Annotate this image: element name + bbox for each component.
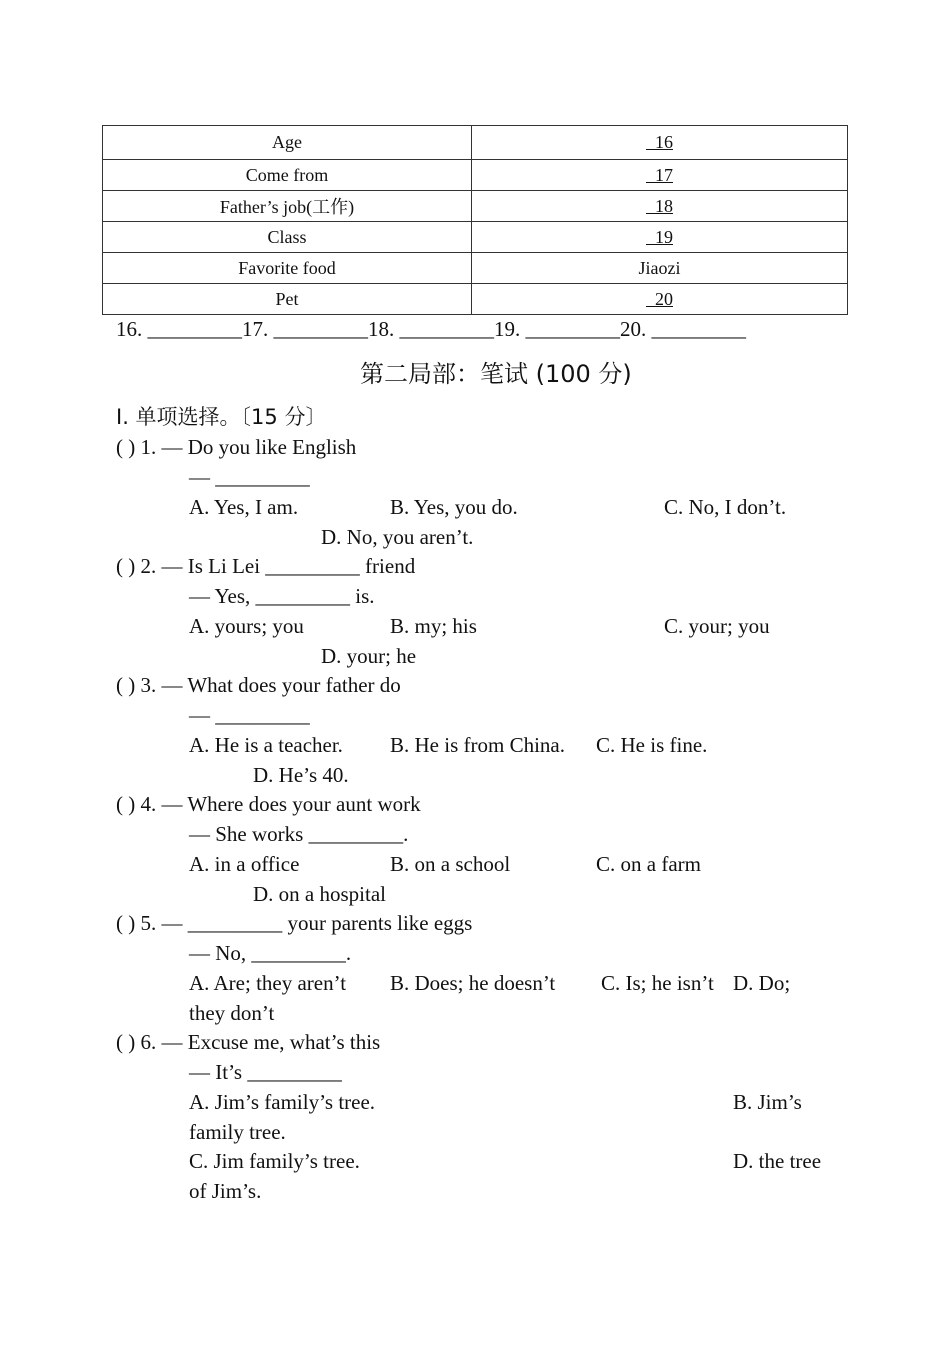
option-d: D. Do; bbox=[733, 971, 791, 995]
option-a: A. He is a teacher. bbox=[189, 733, 343, 757]
option-c: C. No, I don’t. bbox=[664, 495, 787, 519]
section-title: 第二局部：笔试 (100 分) bbox=[360, 360, 632, 388]
option-b: B. my; his bbox=[390, 614, 477, 638]
table-row bbox=[103, 126, 848, 160]
option-c: C. Jim family’s tree. bbox=[189, 1149, 360, 1173]
option-b: B. He is from China. bbox=[390, 733, 565, 757]
table-value: Jiaozi bbox=[472, 253, 848, 284]
option-b: B. Does; he doesn’t bbox=[390, 971, 556, 995]
table-label: Favorite food bbox=[103, 253, 472, 284]
blank-18: 18 bbox=[646, 195, 673, 216]
part-heading: Ⅰ. 单项选择。〔15 分〕 bbox=[116, 405, 327, 429]
answer-blanks: 16. _________17. _________18. _________19. _________20. _________ bbox=[116, 317, 746, 341]
option-c: C. your; you bbox=[664, 614, 770, 638]
option-a: A. in a office bbox=[189, 852, 300, 876]
option-c: C. Is; he isn’t bbox=[601, 971, 714, 995]
table-value bbox=[472, 222, 848, 253]
table-label: Father’s job(工作) bbox=[103, 191, 472, 222]
table-label: Age bbox=[103, 126, 472, 160]
question-answer-line: — No, _________. bbox=[189, 941, 352, 965]
question-stem: ( ) 6. — Excuse me, what’s this bbox=[116, 1030, 381, 1054]
question-answer-line: — It’s _________ bbox=[189, 1060, 342, 1084]
option-d: D. on a hospital bbox=[253, 882, 386, 906]
table-row bbox=[103, 222, 848, 253]
table-row bbox=[103, 160, 848, 191]
question-stem: ( ) 5. — _________ your parents like eggs bbox=[116, 911, 473, 935]
question-answer-line: — She works _________. bbox=[189, 822, 409, 846]
info-table bbox=[102, 125, 848, 315]
question-answer-line: — _________ bbox=[189, 465, 310, 489]
table-label: Come from bbox=[103, 160, 472, 191]
question-answer-line: — _________ bbox=[189, 703, 310, 727]
table-row bbox=[103, 191, 848, 222]
option-b-continued: family tree. bbox=[189, 1120, 286, 1144]
option-d-continued: they don’t bbox=[189, 1001, 275, 1025]
option-d: D. the tree bbox=[733, 1149, 822, 1173]
option-c: C. on a farm bbox=[596, 852, 701, 876]
table-row bbox=[103, 284, 848, 315]
option-a: A. Are; they aren’t bbox=[189, 971, 347, 995]
table-label: Class bbox=[103, 222, 472, 253]
option-b: B. Yes, you do. bbox=[390, 495, 518, 519]
option-a: A. Jim’s family’s tree. bbox=[189, 1090, 376, 1114]
table-value bbox=[472, 284, 848, 315]
option-a: A. yours; you bbox=[189, 614, 304, 638]
table-value bbox=[472, 126, 848, 160]
table-row bbox=[103, 253, 848, 284]
option-c: C. He is fine. bbox=[596, 733, 708, 757]
blank-19: 19 bbox=[646, 226, 673, 247]
blank-16: 16 bbox=[646, 132, 673, 152]
blank-20: 20 bbox=[646, 288, 673, 309]
question-stem: ( ) 3. — What does your father do bbox=[116, 673, 401, 697]
option-d: D. your; he bbox=[321, 644, 417, 668]
question-stem: ( ) 4. — Where does your aunt work bbox=[116, 792, 421, 816]
table-value bbox=[472, 160, 848, 191]
option-a: A. Yes, I am. bbox=[189, 495, 299, 519]
option-d-continued: of Jim’s. bbox=[189, 1179, 262, 1203]
option-d: D. No, you aren’t. bbox=[321, 525, 474, 549]
question-stem: ( ) 2. — Is Li Lei _________ friend bbox=[116, 554, 416, 578]
question-answer-line: — Yes, _________ is. bbox=[189, 584, 375, 608]
option-b: B. on a school bbox=[390, 852, 511, 876]
option-d: D. He’s 40. bbox=[253, 763, 349, 787]
question-stem: ( ) 1. — Do you like English bbox=[116, 435, 357, 459]
option-b: B. Jim’s bbox=[733, 1090, 802, 1114]
table-label: Pet bbox=[103, 284, 472, 315]
table-value bbox=[472, 191, 848, 222]
blank-17: 17 bbox=[646, 164, 673, 185]
